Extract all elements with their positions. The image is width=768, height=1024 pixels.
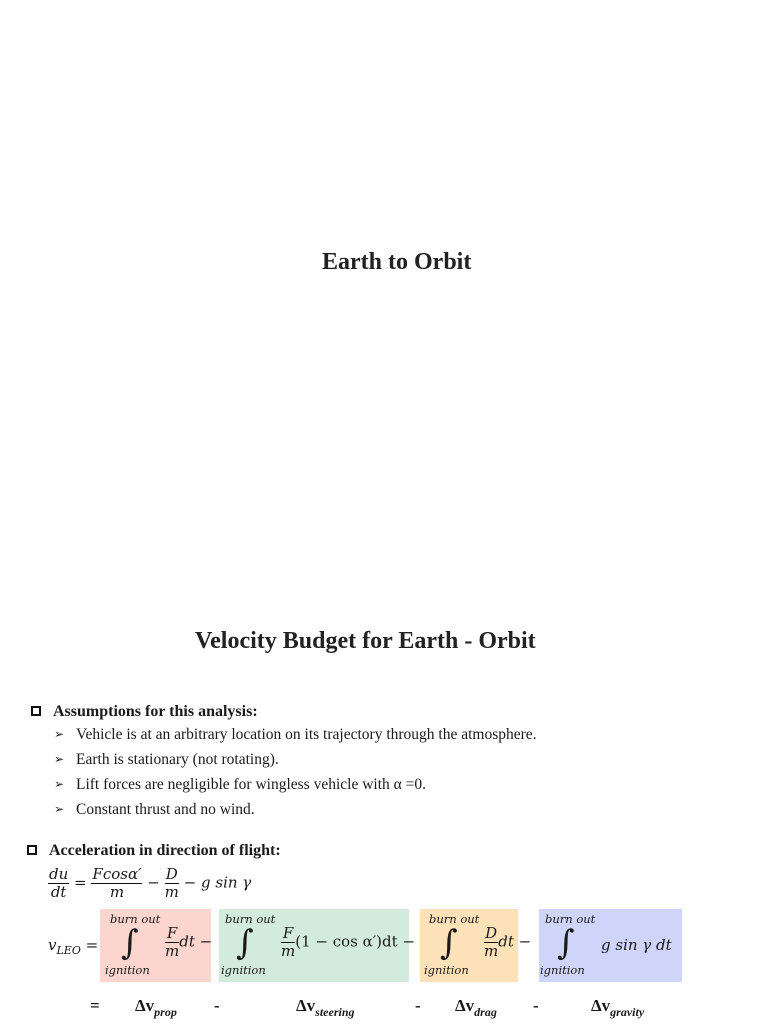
- integral-sign: ∫: [121, 923, 139, 963]
- assumptions-heading: Assumptions for this analysis:: [53, 703, 258, 721]
- acceleration-heading: Acceleration in direction of flight:: [49, 842, 281, 860]
- lower-limit: ignition: [540, 963, 585, 977]
- equation-du-dt: $\frac{du}{dt}$ = $\frac{Fcos\alpha'}{m}$ − $\frac{D}{m}$ − g sin γ: [49, 865, 252, 901]
- sum-minus: -: [533, 996, 539, 1015]
- drag-integrand: $\frac{D}{m}$ dt −: [484, 924, 532, 960]
- arrow-bullet-icon: ➢: [54, 777, 65, 791]
- lower-limit: ignition: [221, 963, 266, 977]
- upper-limit: burn out: [110, 912, 161, 926]
- gravity-integrand: g sin γ dt: [601, 936, 672, 954]
- upper-limit: burn out: [429, 912, 480, 926]
- slide-title-velocity-budget: Velocity Budget for Earth - Orbit: [195, 628, 536, 654]
- lower-limit: ignition: [424, 963, 469, 977]
- steering-integrand: $\frac{F}{m}$ (1 − cos α′)dt −: [281, 924, 416, 960]
- arrow-bullet-icon: ➢: [54, 802, 65, 816]
- list-item: ➢ Constant thrust and no wind.: [54, 801, 255, 818]
- checkbox-bullet-icon: [27, 845, 37, 855]
- arrow-bullet-icon: ➢: [54, 752, 65, 766]
- upper-limit: burn out: [545, 912, 596, 926]
- delta-v-gravity: $\Delta v_{gravity}$: [591, 996, 645, 1019]
- integral-sign: ∫: [557, 923, 575, 963]
- propulsion-integrand: $\frac{F}{m}$ dt −: [165, 924, 213, 960]
- integral-sign: ∫: [236, 923, 254, 963]
- delta-v-prop: $\Delta v_{prop}$: [135, 996, 177, 1019]
- checkbox-bullet-icon: [31, 706, 41, 716]
- sum-minus: -: [214, 996, 220, 1015]
- slide-title-earth-to-orbit: Earth to Orbit: [322, 249, 472, 275]
- delta-v-steering: $\Delta v_{steering}$: [296, 996, 355, 1019]
- sum-minus: -: [415, 996, 421, 1015]
- integral-sign: ∫: [440, 923, 458, 963]
- upper-limit: burn out: [225, 912, 276, 926]
- arrow-bullet-icon: ➢: [54, 727, 65, 741]
- assumptions-list: [54, 725, 537, 825]
- delta-v-drag: $\Delta v_{drag}$: [455, 996, 497, 1019]
- list-item: ➢ Lift forces are negligible for wingless vehicle with α =0.: [54, 776, 427, 793]
- v-leo-label: $v_{LEO}$ =: [48, 936, 99, 957]
- sum-equals: =: [90, 996, 100, 1015]
- list-item: ➢ Earth is stationary (not rotating).: [54, 751, 279, 768]
- list-item: ➢ Vehicle is at an arbitrary location on its trajectory through the atmosphere.: [54, 726, 537, 743]
- lower-limit: ignition: [105, 963, 150, 977]
